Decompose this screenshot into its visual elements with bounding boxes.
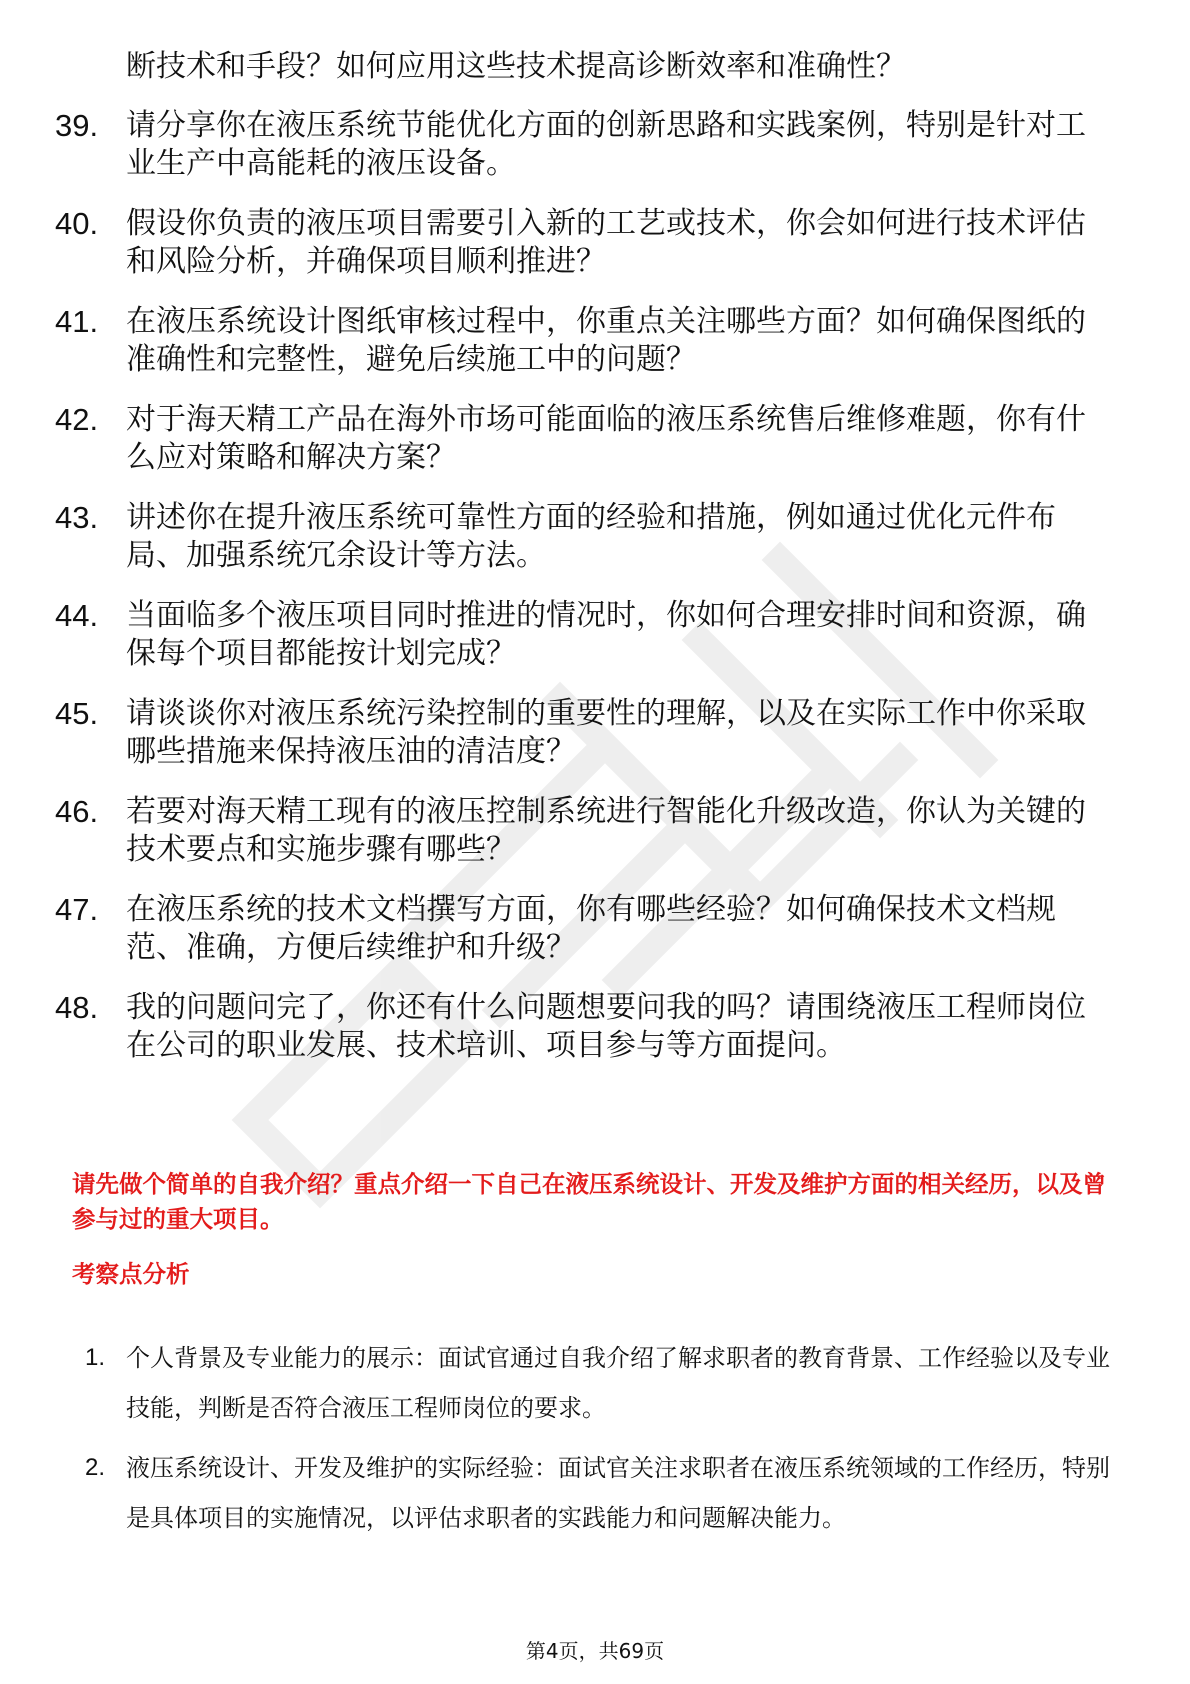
- analysis-number: 1.: [85, 1344, 106, 1371]
- question-number: 42.: [55, 402, 99, 437]
- analysis-text: 液压系统设计、开发及维护的实际经验：面试官关注求职者在液压系统领域的工作经历，特别是具体项目的实施情况，以评估求职者的实践能力和问题解决能力。: [126, 1454, 1110, 1532]
- question-item: [55, 107, 1115, 183]
- question-list: [55, 48, 1115, 1087]
- question-text: 当面临多个液压项目同时推进的情况时，你如何合理安排时间和资源，确保每个项目都能按计划完成？: [126, 598, 1086, 671]
- question-text: 若要对海天精工现有的液压控制系统进行智能化升级改造，你认为关键的技术要点和实施步骤有哪些？: [126, 794, 1086, 867]
- question-item: [55, 891, 1115, 967]
- question-text: 我的问题问完了，你还有什么问题想要问我的吗？请围绕液压工程师岗位在公司的职业发展、技术培训、项目参与等方面提问。: [126, 990, 1086, 1063]
- analysis-list: [85, 1333, 1115, 1553]
- question-number: 45.: [55, 696, 99, 731]
- question-text: 断技术和手段？如何应用这些技术提高诊断效率和准确性？: [126, 49, 906, 84]
- analysis-heading: 考察点分析: [72, 1260, 190, 1288]
- question-item: [55, 48, 1115, 86]
- question-item: [55, 695, 1115, 771]
- analysis-item: [85, 1333, 1115, 1433]
- question-text: 在液压系统的技术文档撰写方面，你有哪些经验？如何确保技术文档规范、准确，方便后续维护和升级？: [126, 892, 1056, 965]
- question-number: 44.: [55, 598, 99, 633]
- question-number: 46.: [55, 794, 99, 829]
- question-item: [55, 205, 1115, 281]
- question-text: 请谈谈你对液压系统污染控制的重要性的理解，以及在实际工作中你采取哪些措施来保持液压油的清洁度？: [126, 696, 1086, 769]
- question-text: 假设你负责的液压项目需要引入新的工艺或技术，你会如何进行技术评估和风险分析，并确保项目顺利推进？: [126, 206, 1086, 279]
- question-text: 请分享你在液压系统节能优化方面的创新思路和实践案例，特别是针对工业生产中高能耗的液压设备。: [126, 108, 1086, 181]
- question-number: 39.: [55, 108, 99, 143]
- analysis-item: [85, 1443, 1115, 1543]
- highlight-question: 请先做个简单的自我介绍？重点介绍一下自己在液压系统设计、开发及维护方面的相关经历，以及曾参与过的重大项目。: [72, 1170, 1106, 1233]
- analysis-text: 个人背景及专业能力的展示：面试官通过自我介绍了解求职者的教育背景、工作经验以及专业技能，判断是否符合液压工程师岗位的要求。: [126, 1344, 1110, 1422]
- question-number: 40.: [55, 206, 99, 241]
- analysis-number: 2.: [85, 1454, 106, 1481]
- question-text: 在液压系统设计图纸审核过程中，你重点关注哪些方面？如何确保图纸的准确性和完整性，避免后续施工中的问题？: [126, 304, 1086, 377]
- question-item: [55, 793, 1115, 869]
- question-number: 43.: [55, 500, 99, 535]
- question-item: [55, 401, 1115, 477]
- question-text: 对于海天精工产品在海外市场可能面临的液压系统售后维修难题，你有什么应对策略和解决方案？: [126, 402, 1086, 475]
- page-number: 第4页，共69页: [525, 1639, 665, 1663]
- question-number: 41.: [55, 304, 99, 339]
- question-item: [55, 303, 1115, 379]
- question-item: [55, 597, 1115, 673]
- question-text: 讲述你在提升液压系统可靠性方面的经验和措施，例如通过优化元件布局、加强系统冗余设计等方法。: [126, 500, 1056, 573]
- question-item: [55, 989, 1115, 1065]
- question-item: [55, 499, 1115, 575]
- question-number: 48.: [55, 990, 99, 1025]
- question-number: 47.: [55, 892, 99, 927]
